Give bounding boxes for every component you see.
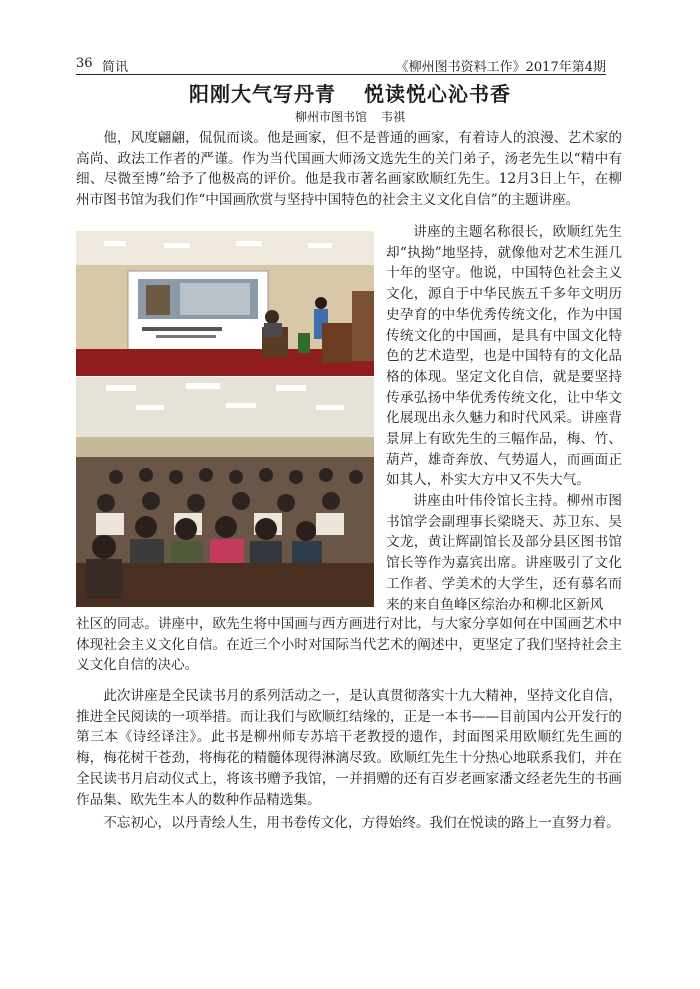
paragraph-4: 此次讲座是全民读书月的系列活动之一，是认真贯彻落实十九大精神，坚持文化自信，推进全民阅读的一项举措。而让我们与欧顺红结缘的，正是一本书——目前国内公开发行的第三本《诗经译注》。此书是柳州师专苏培干老教授的遗作，封面图采用欧顺红先生画的梅，梅花树干苍劲，将梅花的精髓体现得淋漓尽致。欧顺红先生十分热心地联系我们，并在全民读书月启动仪式上，将该书赠予我馆，一并捐赠的还有百岁老画家潘文经老先生的书画作品集、欧先生本人的数种作品精选集。 — [76, 688, 622, 808]
paragraph-5: 不忘初心，以丹青绘人生，用书卷传文化，方得始终。我们在悦读的路上一直努力着。 — [103, 815, 620, 831]
audience-photo — [76, 377, 374, 607]
paragraph-2: 讲座的主题名称很长，欧顺红先生却“执拗”地坚持，就像他对艺术生涯几十年的坚守。他说，中国特色社会主义文化，源自于中华民族五千多年文明历史孕育的中华优秀传统文化，作为中国传统文化的中国画，是具有中国文化特色的艺术造型，也是中国特有的文化品格的体现。坚定文化自信，就是要坚持传承弘扬中华优秀传统文化，让中华文化展现出永久魅力和时代风采。讲座背景屏上有欧先生的三幅作品，梅、竹、葫芦，雄奇奔放、气势逼人，而画面正如其人，朴实大方中又不失大气。 — [386, 224, 622, 489]
page-number: 36 — [76, 56, 93, 71]
byline-author: 韦祺 — [381, 110, 406, 124]
paragraph-1: 他，风度翩翩，侃侃而谈。他是画家，但不是普通的画家，有着诗人的浪漫、艺术家的高尚、政法工作者的严谨。作为当代国画大师汤文选先生的关门弟子，汤老先生以“精中有细、尽微至博”给予了他极高的评价。他是我市著名画家欧顺红先生。12月3日上午，在柳州市图书馆为我们作“中国画欣赏与坚持中国特色的社会主义文化自信”的主题讲座。 — [76, 130, 622, 209]
running-header — [76, 56, 606, 76]
article-title-part1: 阳刚大气写丹青 — [189, 82, 336, 106]
header-rule — [76, 74, 606, 75]
paragraph-3: 讲座由叶伟伶馆长主持。柳州市图书馆学会副理事长梁晓天、苏卫东、吴文龙，黄让辉副馆长及部分县区图书馆馆长等作为嘉宾出席。讲座吸引了文化工作者、学美术的大学生，还有慕名而来的来自鱼峰区综治办和柳北区新风 — [386, 493, 622, 613]
byline — [0, 108, 700, 125]
section-label: 简讯 — [102, 60, 129, 75]
lecture-stage-photo — [76, 231, 374, 376]
paragraph-3-continued: 社区的同志。讲座中，欧先生将中国画与西方画进行对比，与大家分享如何在中国画艺术中体现社会主义文化自信。在近三个小时对国际当代艺术的阐述中，更坚定了我们坚持社会主义文化自信的决心。 — [76, 616, 622, 674]
byline-org: 柳州市图书馆 — [294, 110, 367, 124]
article-title — [0, 78, 700, 107]
journal-issue: 《柳州图书资料工作》2017年第4期 — [395, 60, 606, 75]
article-title-part2: 悦读悦心沁书香 — [364, 82, 511, 106]
